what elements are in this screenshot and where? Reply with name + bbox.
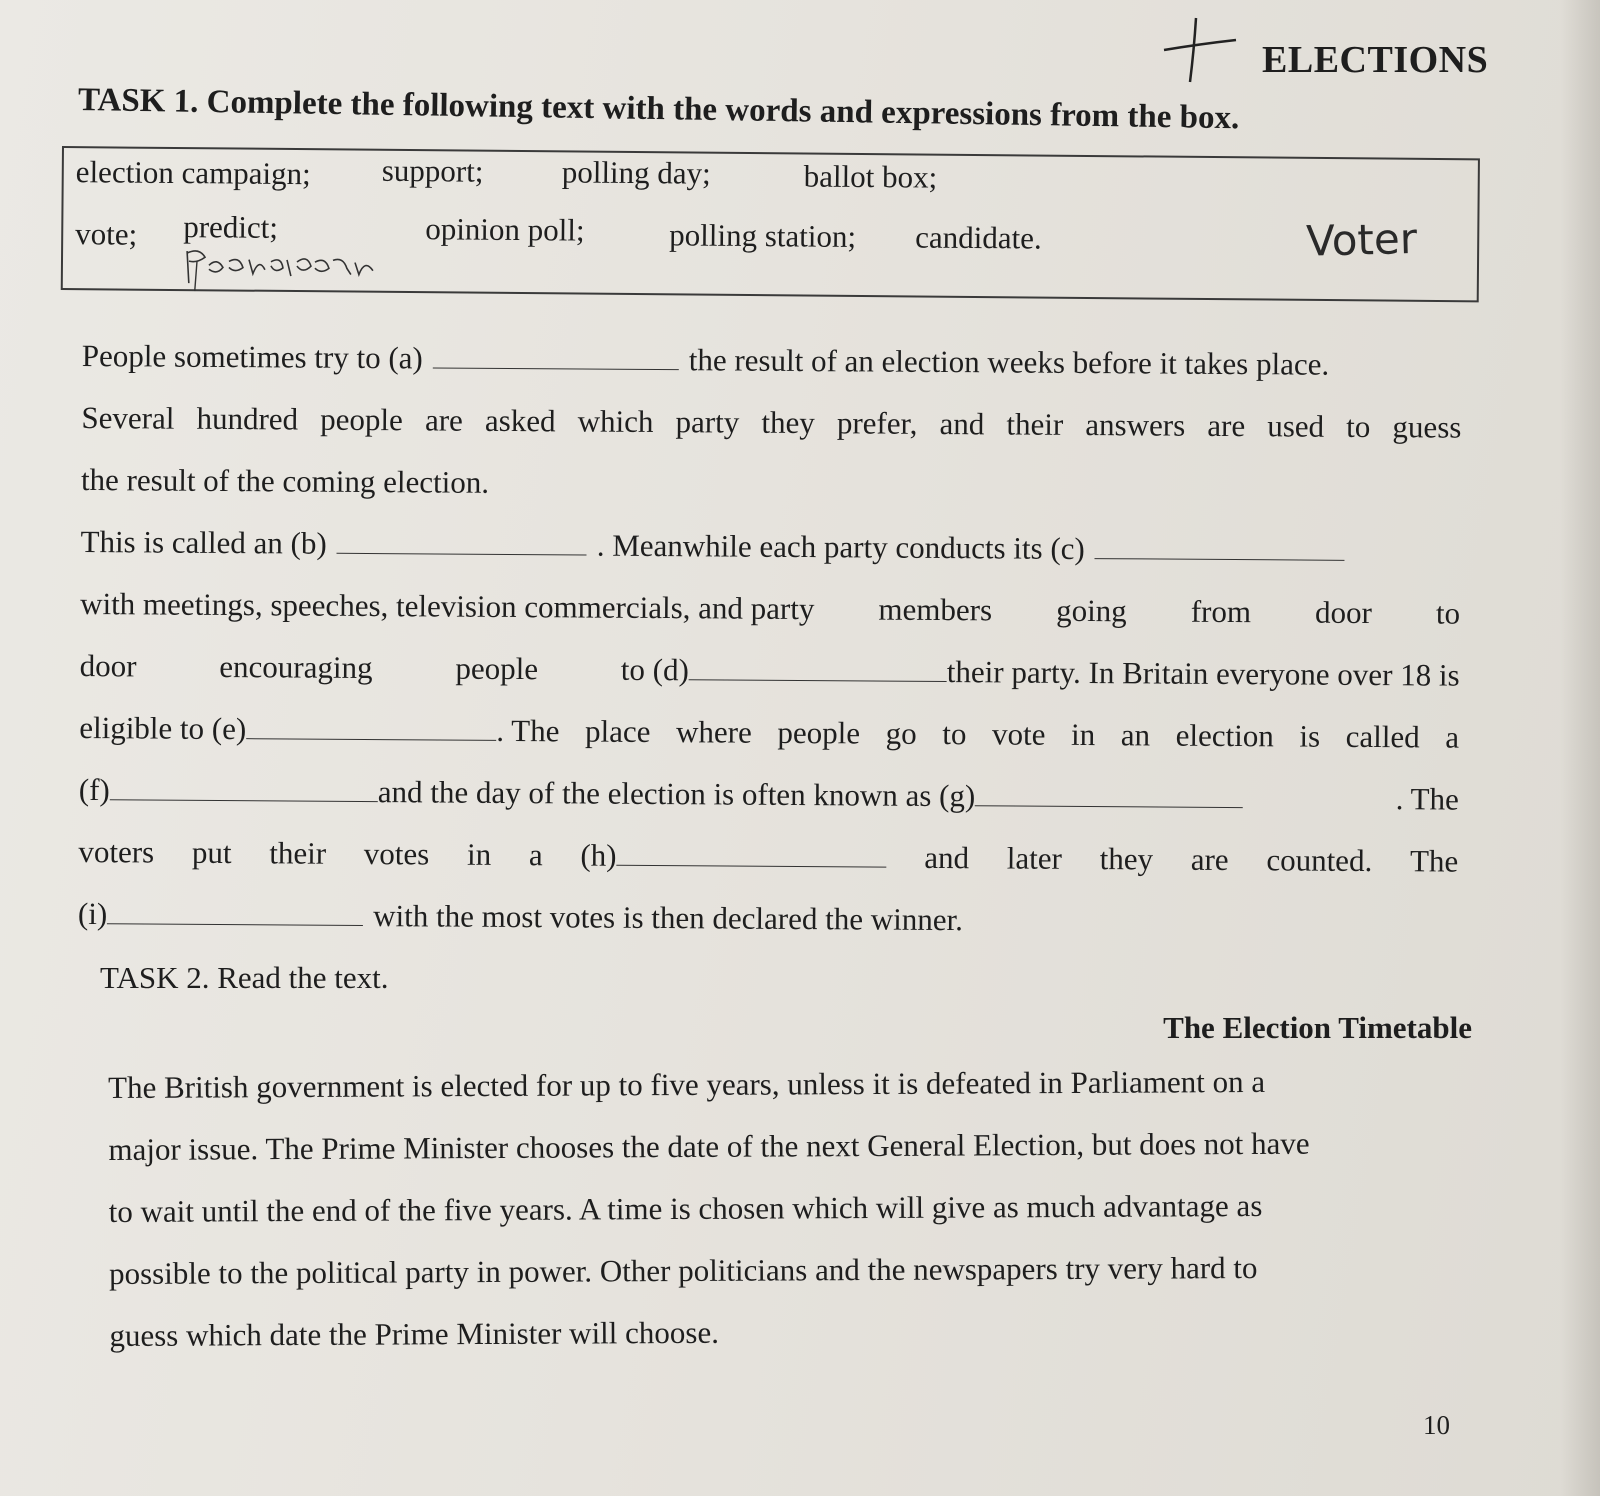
text-fragment: people <box>320 401 404 438</box>
text-fragment: going <box>1056 592 1127 629</box>
text-fragment: and <box>924 839 970 876</box>
text-fragment: . Meanwhile each party conducts its (c) <box>596 527 1085 567</box>
text-fragment: asked <box>484 402 556 439</box>
handwritten-translation-scribble <box>183 243 383 293</box>
paragraph-line: guess which date the Prime Minister will choose. <box>109 1314 720 1353</box>
text-fragment: . The <box>1395 781 1459 817</box>
text-fragment: with the most votes is then declared the winner. <box>373 898 964 938</box>
task1-text <box>77 338 1462 938</box>
text-fragment: a <box>1445 719 1460 755</box>
text-fragment: the result of an election weeks before it takes place. <box>688 342 1330 382</box>
text-fragment: to <box>1346 408 1371 444</box>
text-fragment: place <box>584 713 651 749</box>
text-fragment: party <box>675 404 740 440</box>
text-fragment: their <box>1006 406 1064 442</box>
text-fragment <box>621 652 1460 694</box>
text-fragment: to (d) <box>620 651 690 688</box>
box-word: opinion poll; <box>425 211 585 248</box>
text-fragment: are <box>424 402 463 438</box>
task2-heading: TASK 2. Read the text. <box>100 960 389 995</box>
box-word: vote; <box>75 216 138 252</box>
text-fragment: they <box>761 404 815 441</box>
reading-text <box>108 1063 1464 1353</box>
text-fragment: the result of the coming election. <box>80 461 490 500</box>
text-fragment: an <box>1120 717 1151 753</box>
text-fragment: counted. <box>1266 842 1373 879</box>
text-fragment: is <box>1299 718 1321 754</box>
paragraph-line: The British government is elected for up to five years, unless it is defeated in Parliament on a <box>108 1063 1266 1105</box>
box-word: support; <box>381 152 484 189</box>
text-fragment: and <box>939 405 985 442</box>
handwritten-note: Voter <box>1305 213 1418 266</box>
text-fragment: from <box>1190 593 1252 630</box>
text-fragment: to <box>1435 595 1461 631</box>
text-fragment: called <box>1345 718 1420 755</box>
box-word: polling day; <box>561 154 711 191</box>
text-fragment <box>79 772 1244 816</box>
answer-blank-e[interactable] <box>246 712 496 741</box>
paragraph-line: to wait until the end of the five years. A time is chosen which will give as much advantage as <box>108 1187 1263 1229</box>
text-fragment: they <box>1099 841 1154 877</box>
text-fragment: prefer, <box>836 405 918 441</box>
answer-blank-d[interactable] <box>689 653 947 682</box>
text-fragment: people <box>777 714 861 751</box>
text-fragment <box>79 710 559 749</box>
text-line <box>82 338 1462 384</box>
word-box <box>61 146 1480 302</box>
text-line <box>79 710 1459 756</box>
text-fragment: door <box>79 647 137 684</box>
text-line <box>80 524 1460 570</box>
answer-blank-a[interactable] <box>433 341 679 370</box>
answer-blank-i[interactable] <box>107 897 363 926</box>
text-fragment: Several <box>81 399 175 436</box>
text-fragment: . The <box>496 712 560 749</box>
section-title: ELECTIONS <box>1262 39 1489 81</box>
text-line <box>80 586 1460 632</box>
text-fragment: answers <box>1085 407 1186 443</box>
text-fragment: guess <box>1392 409 1462 445</box>
text-fragment: members <box>878 591 993 628</box>
text-fragment: hundred <box>196 400 299 437</box>
text-fragment: later <box>1006 840 1063 876</box>
text-fragment: (i) <box>77 895 108 932</box>
answer-blank-f[interactable] <box>110 773 378 802</box>
text-fragment: used <box>1267 408 1325 444</box>
reading-title: The Election Timetable <box>1163 1010 1472 1045</box>
text-fragment <box>580 837 886 875</box>
text-line <box>78 896 1458 942</box>
text-line <box>81 462 1461 508</box>
text-fragment: people <box>455 650 539 687</box>
text-fragment: People sometimes try to (a) <box>81 338 423 376</box>
box-word: predict; <box>183 209 279 245</box>
text-line <box>78 834 1458 880</box>
box-word: election campaign; <box>75 154 311 192</box>
text-fragment: eligible to (e) <box>79 709 247 747</box>
answer-blank-h[interactable] <box>617 839 887 868</box>
text-fragment: where <box>675 714 752 750</box>
text-fragment: are <box>1207 407 1246 444</box>
text-fragment: vote <box>991 716 1046 752</box>
text-fragment: door <box>1314 594 1373 631</box>
text-fragment: are <box>1190 841 1229 878</box>
text-fragment: votes <box>363 835 430 872</box>
text-fragment: (f) <box>78 771 110 808</box>
text-fragment: voters <box>78 833 155 870</box>
paragraph-line: possible to the political party in power. Other politicians and the newspapers try very hard to <box>108 1249 1258 1291</box>
text-fragment: go <box>885 715 917 751</box>
box-word: candidate. <box>915 219 1042 256</box>
text-fragment: their <box>269 835 327 871</box>
text-fragment: in <box>1070 716 1096 753</box>
text-fragment: put <box>191 834 232 871</box>
text-fragment: (h) <box>580 837 617 873</box>
answer-blank-b[interactable] <box>337 527 587 556</box>
paragraph-line: major issue. The Prime Minister chooses the date of the next General Election, but does not have <box>108 1125 1310 1167</box>
text-line <box>81 400 1461 446</box>
text-fragment: their party. In Britain everyone over 18 is <box>946 654 1460 693</box>
task1-heading: TASK 1. Complete the following text with the words and expressions from the box. <box>77 82 1240 137</box>
text-fragment: The <box>1409 843 1459 879</box>
answer-blank-g[interactable] <box>975 779 1243 808</box>
text-fragment <box>78 896 364 934</box>
handwritten-plus-mark <box>1160 14 1240 84</box>
answer-blank-c[interactable] <box>1095 532 1345 561</box>
box-word: ballot box; <box>803 158 938 195</box>
text-fragment: to <box>942 716 967 752</box>
box-word: polling station; <box>669 217 857 254</box>
text-fragment: election <box>1175 717 1274 754</box>
text-line <box>80 648 1460 694</box>
text-fragment: This is called an (b) <box>80 523 327 561</box>
text-fragment: and the day of the election is often known as (g) <box>377 774 976 814</box>
text-line <box>79 772 1459 818</box>
text-fragment: encouraging <box>219 648 373 686</box>
text-fragment: in <box>466 836 492 872</box>
text-fragment: which <box>577 403 654 439</box>
page-number: 10 <box>1423 1410 1450 1440</box>
text-fragment: a <box>528 837 543 873</box>
text-fragment: with meetings, speeches, television commercials, and party <box>80 585 815 627</box>
page-edge-shadow <box>1560 0 1600 1496</box>
